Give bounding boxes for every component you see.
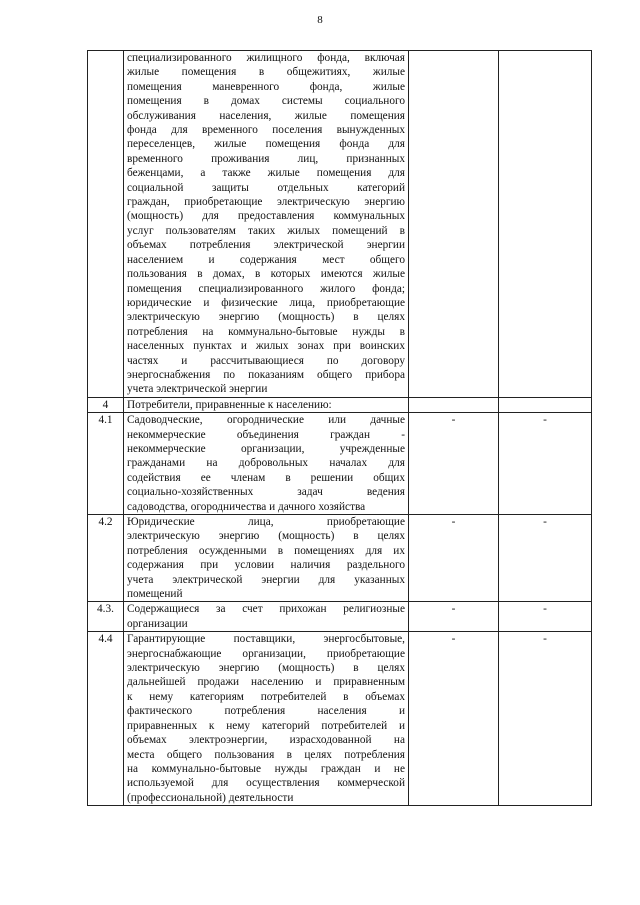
description-line: переселенцев, жилые помещения фонда для [127, 138, 405, 151]
table-row [88, 515, 592, 602]
page-number: 8 [317, 14, 323, 26]
description-line: беженцами, а также жилые помещения для [127, 167, 405, 180]
description-line: учета электрической энергии [127, 383, 268, 396]
description-line: обслуживания населения, жилые помещения [127, 109, 405, 122]
description-line: юридические и физические лица, приобретающие [127, 296, 405, 309]
tariff-table-body [88, 51, 592, 806]
description-cell [124, 397, 409, 412]
description-line: энергоснабжения по показаниям общего прибора [127, 368, 405, 381]
description-line: Потребители, приравненные к населению: [127, 398, 332, 411]
description-line: фонда для временного поселения вынужденных [127, 124, 405, 137]
value-cell-2 [499, 397, 592, 412]
table-row [88, 397, 592, 412]
description-line: Гарантирующие поставщики, энергосбытовые, [127, 633, 405, 646]
value-cell-1 [409, 397, 499, 412]
description-line: содержания при условии наличия раздельного [127, 559, 405, 572]
description-line: электрическую энергию (мощность) в целях [127, 311, 405, 324]
description-line: некоммерческие объединения граждан - [127, 428, 405, 441]
value-cell-2: - [499, 413, 592, 515]
description-cell [124, 51, 409, 398]
description-line: помещения специализированного жилого фонда; [127, 282, 405, 295]
description-line: потребления осужденными в помещениях для их [127, 544, 405, 557]
description-line: некоммерческие организации, учрежденные [127, 442, 405, 455]
description-line: жилые помещения в общежитиях, жилые [127, 66, 405, 79]
description-line: временного проживания лиц, признанных [127, 152, 405, 165]
tariff-table [87, 50, 592, 806]
value-cell-2 [499, 51, 592, 398]
description-line: Содержащиеся за счет прихожан религиозные [127, 603, 405, 616]
description-line: Садоводческие, огороднические или дачные [127, 414, 405, 427]
row-number-cell [88, 51, 124, 398]
description-line: содействия ее членам в решении общих [127, 471, 405, 484]
description-line: к нему категориям потребителей в объемах [127, 690, 405, 703]
description-cell [124, 413, 409, 515]
table-row [88, 632, 592, 806]
description-line: частях и рассчитывающиеся по договору [127, 354, 405, 367]
description-line: населением и содержания мест общего [127, 253, 405, 266]
description-line: объемах электроэнергии, израсходованной на [127, 734, 405, 747]
description-line: (мощность) для предоставления коммунальных [127, 210, 405, 223]
description-line: электрическую энергию (мощность) в целях [127, 662, 405, 675]
row-number-cell: 4.1 [88, 413, 124, 515]
value-cell-1: - [409, 632, 499, 806]
description-line: энергоснабжающие организации, приобретающие [127, 647, 405, 660]
value-cell-2: - [499, 602, 592, 632]
description-line: на коммунально-бытовые нужды граждан и не [127, 762, 405, 775]
description-line: используемой для осуществления коммерческой [127, 777, 405, 790]
description-cell [124, 602, 409, 632]
description-line: населенных пунктах и жилых зонах при воинских [127, 340, 405, 353]
description-line: граждан, приобретающие электрическую энергию [127, 196, 405, 209]
description-line: фактического потребления населения и [127, 705, 405, 718]
row-number-cell: 4.4 [88, 632, 124, 806]
description-line: Юридические лица, приобретающие [127, 516, 405, 528]
description-line: гражданами на добровольных началах для [127, 457, 405, 470]
description-line: пользования в домах, в которых имеются жилые [127, 268, 405, 281]
row-number-cell: 4.3. [88, 602, 124, 632]
description-cell [124, 632, 409, 806]
value-cell-2: - [499, 515, 592, 602]
description-line: помещений [127, 588, 183, 601]
description-line: помещения маневренного фонда, жилые [127, 80, 405, 93]
table-row [88, 602, 592, 632]
description-line: специализированного жилищного фонда, включая [127, 52, 405, 64]
description-cell [124, 515, 409, 602]
description-line: услуг пользователям таких жилых помещений в [127, 224, 405, 237]
description-line: электрическую энергию (мощность) в целях [127, 530, 405, 543]
description-line: приравненных к нему категорий потребителей и [127, 719, 405, 732]
row-number-cell: 4.2 [88, 515, 124, 602]
table-row [88, 51, 592, 398]
description-line: дальнейшей продажи населению и приравненным [127, 676, 405, 689]
description-line: социальной защиты отдельных категорий [127, 181, 405, 194]
description-line: места общего пользования в целях потребления [127, 748, 405, 761]
description-line: социально-хозяйственных задач ведения [127, 486, 405, 499]
description-line: организации [127, 617, 188, 630]
description-line: садоводства, огородничества и дачного хозяйства [127, 500, 366, 513]
description-line: потребления на коммунально-бытовые нужды в [127, 325, 405, 338]
table-row [88, 413, 592, 515]
value-cell-2: - [499, 632, 592, 806]
value-cell-1: - [409, 515, 499, 602]
description-line: помещения в домах системы социального [127, 95, 405, 108]
value-cell-1: - [409, 602, 499, 632]
value-cell-1: - [409, 413, 499, 515]
description-line: объемах потребления электрической энергии [127, 239, 405, 252]
description-line: учета электрической энергии для указанных [127, 573, 405, 586]
description-line: (профессиональной) деятельности [127, 791, 294, 804]
row-number-cell: 4 [88, 397, 124, 412]
value-cell-1 [409, 51, 499, 398]
